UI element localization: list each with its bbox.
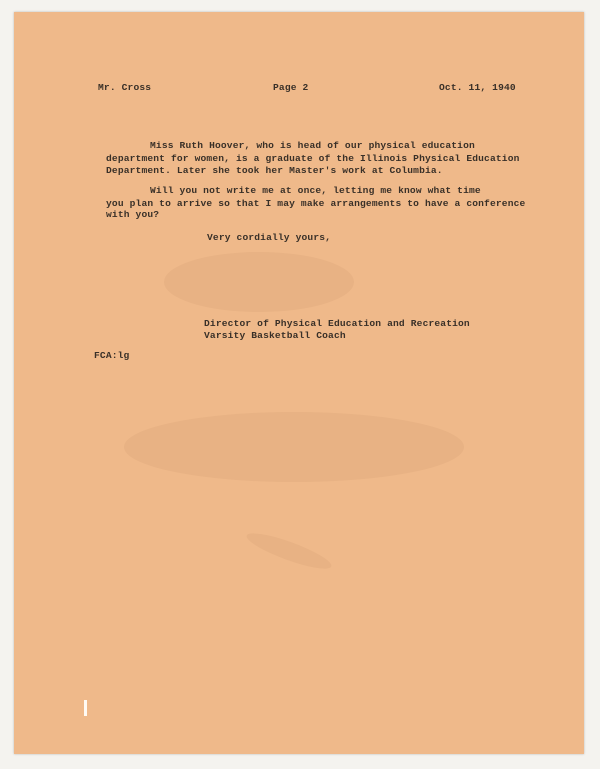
paper-mark bbox=[84, 700, 87, 716]
paragraph-2-line-3: with you? bbox=[106, 209, 160, 220]
reference-initials: FCA:lg bbox=[94, 350, 130, 361]
letter-page bbox=[14, 12, 584, 754]
complimentary-close: Very cordially yours, bbox=[207, 232, 332, 243]
paper-stain bbox=[244, 527, 335, 575]
paragraph-1-line-1: Miss Ruth Hoover, who is head of our physical education bbox=[150, 140, 475, 151]
paragraph-2-line-1: Will you not write me at once, letting me know what time bbox=[150, 185, 481, 196]
letter-date: Oct. 11, 1940 bbox=[439, 82, 516, 93]
paper-stain bbox=[124, 412, 464, 482]
paragraph-1-line-2: department for women, is a graduate of the Illinois Physical Education bbox=[106, 153, 520, 164]
paragraph-1-line-3: Department. Later she took her Master's work at Columbia. bbox=[106, 165, 443, 176]
signature-title-line-2: Varsity Basketball Coach bbox=[204, 330, 346, 341]
paper-stain bbox=[164, 252, 354, 312]
recipient-name: Mr. Cross bbox=[98, 82, 152, 93]
paragraph-2-line-2: you plan to arrive so that I may make arrangements to have a conference bbox=[106, 198, 526, 209]
page-number: Page 2 bbox=[273, 82, 309, 93]
signature-title-line-1: Director of Physical Education and Recreation bbox=[204, 318, 470, 329]
